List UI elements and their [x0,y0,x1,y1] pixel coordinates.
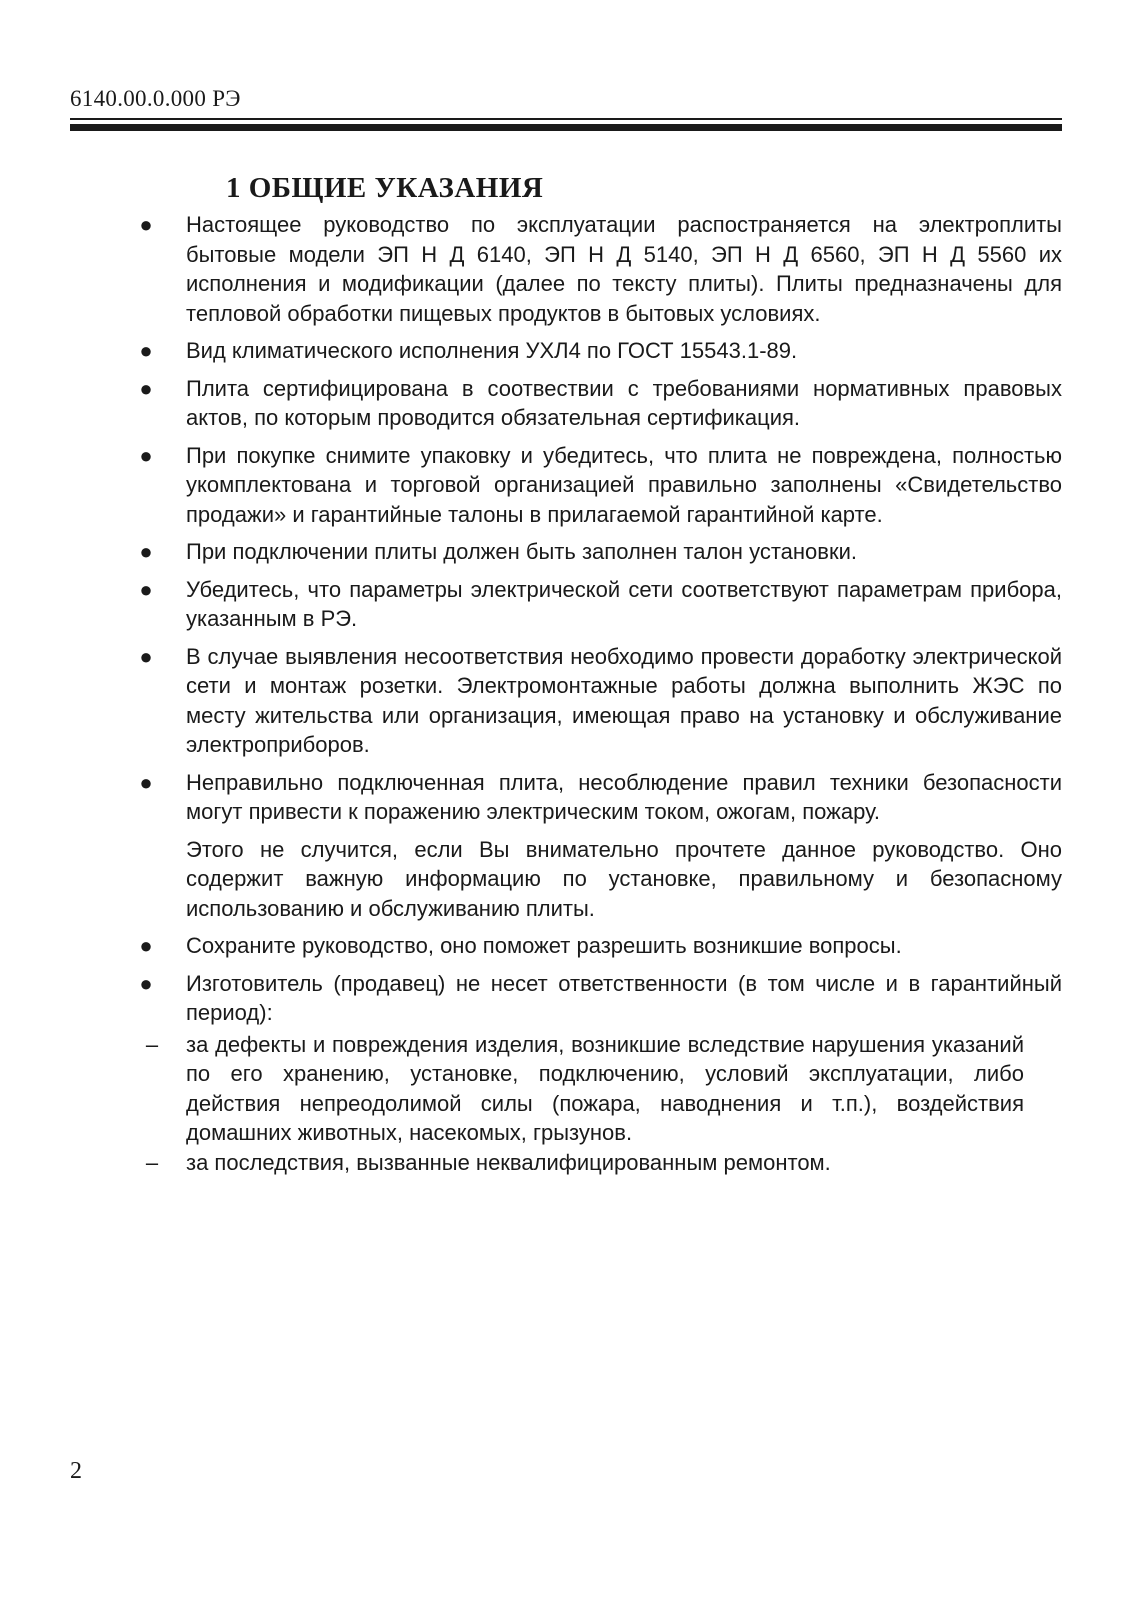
section-title: 1 ОБЩИЕ УКАЗАНИЯ [226,172,544,204]
dash-list-item [130,1148,1062,1178]
bullet-marker: ● [139,338,153,363]
list-item [130,931,1062,961]
bullet-marker: ● [139,576,153,602]
warning-note: Этого не случится, если Вы внимательно прочтете данное руководство. Оно содержит важную информацию по установке, правильному и безопасному использованию и обслуживанию плиты. [186,836,1062,921]
list-item [130,642,1062,760]
bullet-marker: ● [139,212,153,237]
list-item-text: При подключении плиты должен быть заполнен талон установки. [186,539,857,564]
list-item [130,575,1062,634]
dash-item-text: за последствия, вызванные неквалифицированным ремонтом. [186,1149,831,1175]
list-item-text: Вид климатического исполнения УХЛ4 по ГОСТ 15543.1-89. [186,338,798,363]
list-item-text: При покупке снимите упаковку и убедитесь, что плита не повреждена, полностью укомплектована и торговой организацией правильно заполнены «Свидетельство продажи» и гарантийные талоны в прилагаемой гарантийной карте. [186,442,1062,527]
list-item-text: Сохраните руководство, оно поможет разрешить возникшие вопросы. [186,933,902,958]
list-item-text: В случае выявления несоответствия необходимо провести доработку электрической сети и монтаж розетки. Электромонтажные работы должна выполнить ЖЭС по месту жительства или организация, имеющая право на установку и обслуживание электроприборов. [186,643,1062,757]
list-item-text: Настоящее руководство по эксплуатации распостраняется на электроплиты бытовые модели ЭП Н Д 6140, ЭП Н Д 5140, ЭП Н Д 6560, ЭП Н Д 5560 их исполнения и модификации (далее по тексту плиты). Плиты предназначены для тепловой обработки пищевых продуктов в бытовых условиях. [186,212,1062,326]
list-item [130,374,1062,433]
document-code: 6140.00.0.000 РЭ [70,86,241,111]
dash-marker: – [145,1149,159,1175]
list-item [130,768,1062,827]
bullet-marker: ● [139,970,153,996]
dash-list-item [130,1030,1062,1148]
dash-item-text: за дефекты и повреждения изделия, возникшие вследствие нарушения указаний по его хранению, установке, подключению, условий эксплуатации, либо действия непреодолимой силы (пожара, наводнения и т.п.), воздействия домашних животных, насекомых, грызунов. [186,1031,1024,1145]
list-item-text: Плита сертифицирована в соотвествии с требованиями нормативных правовых актов, по которым проводится обязательная сертификация. [186,375,1062,430]
list-item [130,969,1062,1028]
general-instructions [130,210,1062,1177]
list-item-text: Изготовитель (продавец) не несет ответственности (в том числе и в гарантийный период): [186,970,1062,1025]
dash-marker: – [145,1031,159,1057]
page-number: 2 [70,1458,82,1484]
list-item [130,441,1062,530]
header-rule-thick [70,124,1062,131]
bullet-marker: ● [139,442,153,468]
list-item [130,537,1062,567]
list-item-text: Убедитесь, что параметры электрической сети соответствуют параметрам прибора, указанным в РЭ. [186,576,1062,631]
bullet-marker: ● [139,769,153,795]
bullet-marker: ● [139,643,153,669]
list-item [130,336,1062,366]
bullet-marker: ● [139,375,153,401]
bullet-marker: ● [139,933,153,958]
header-rule-thin [70,118,1062,120]
list-item [130,210,1062,328]
list-item-text: Неправильно подключенная плита, несоблюдение правил техники безопасности могут привести к поражению электрическим током, ожогам, пожару. [186,769,1062,824]
bullet-marker: ● [139,539,153,564]
